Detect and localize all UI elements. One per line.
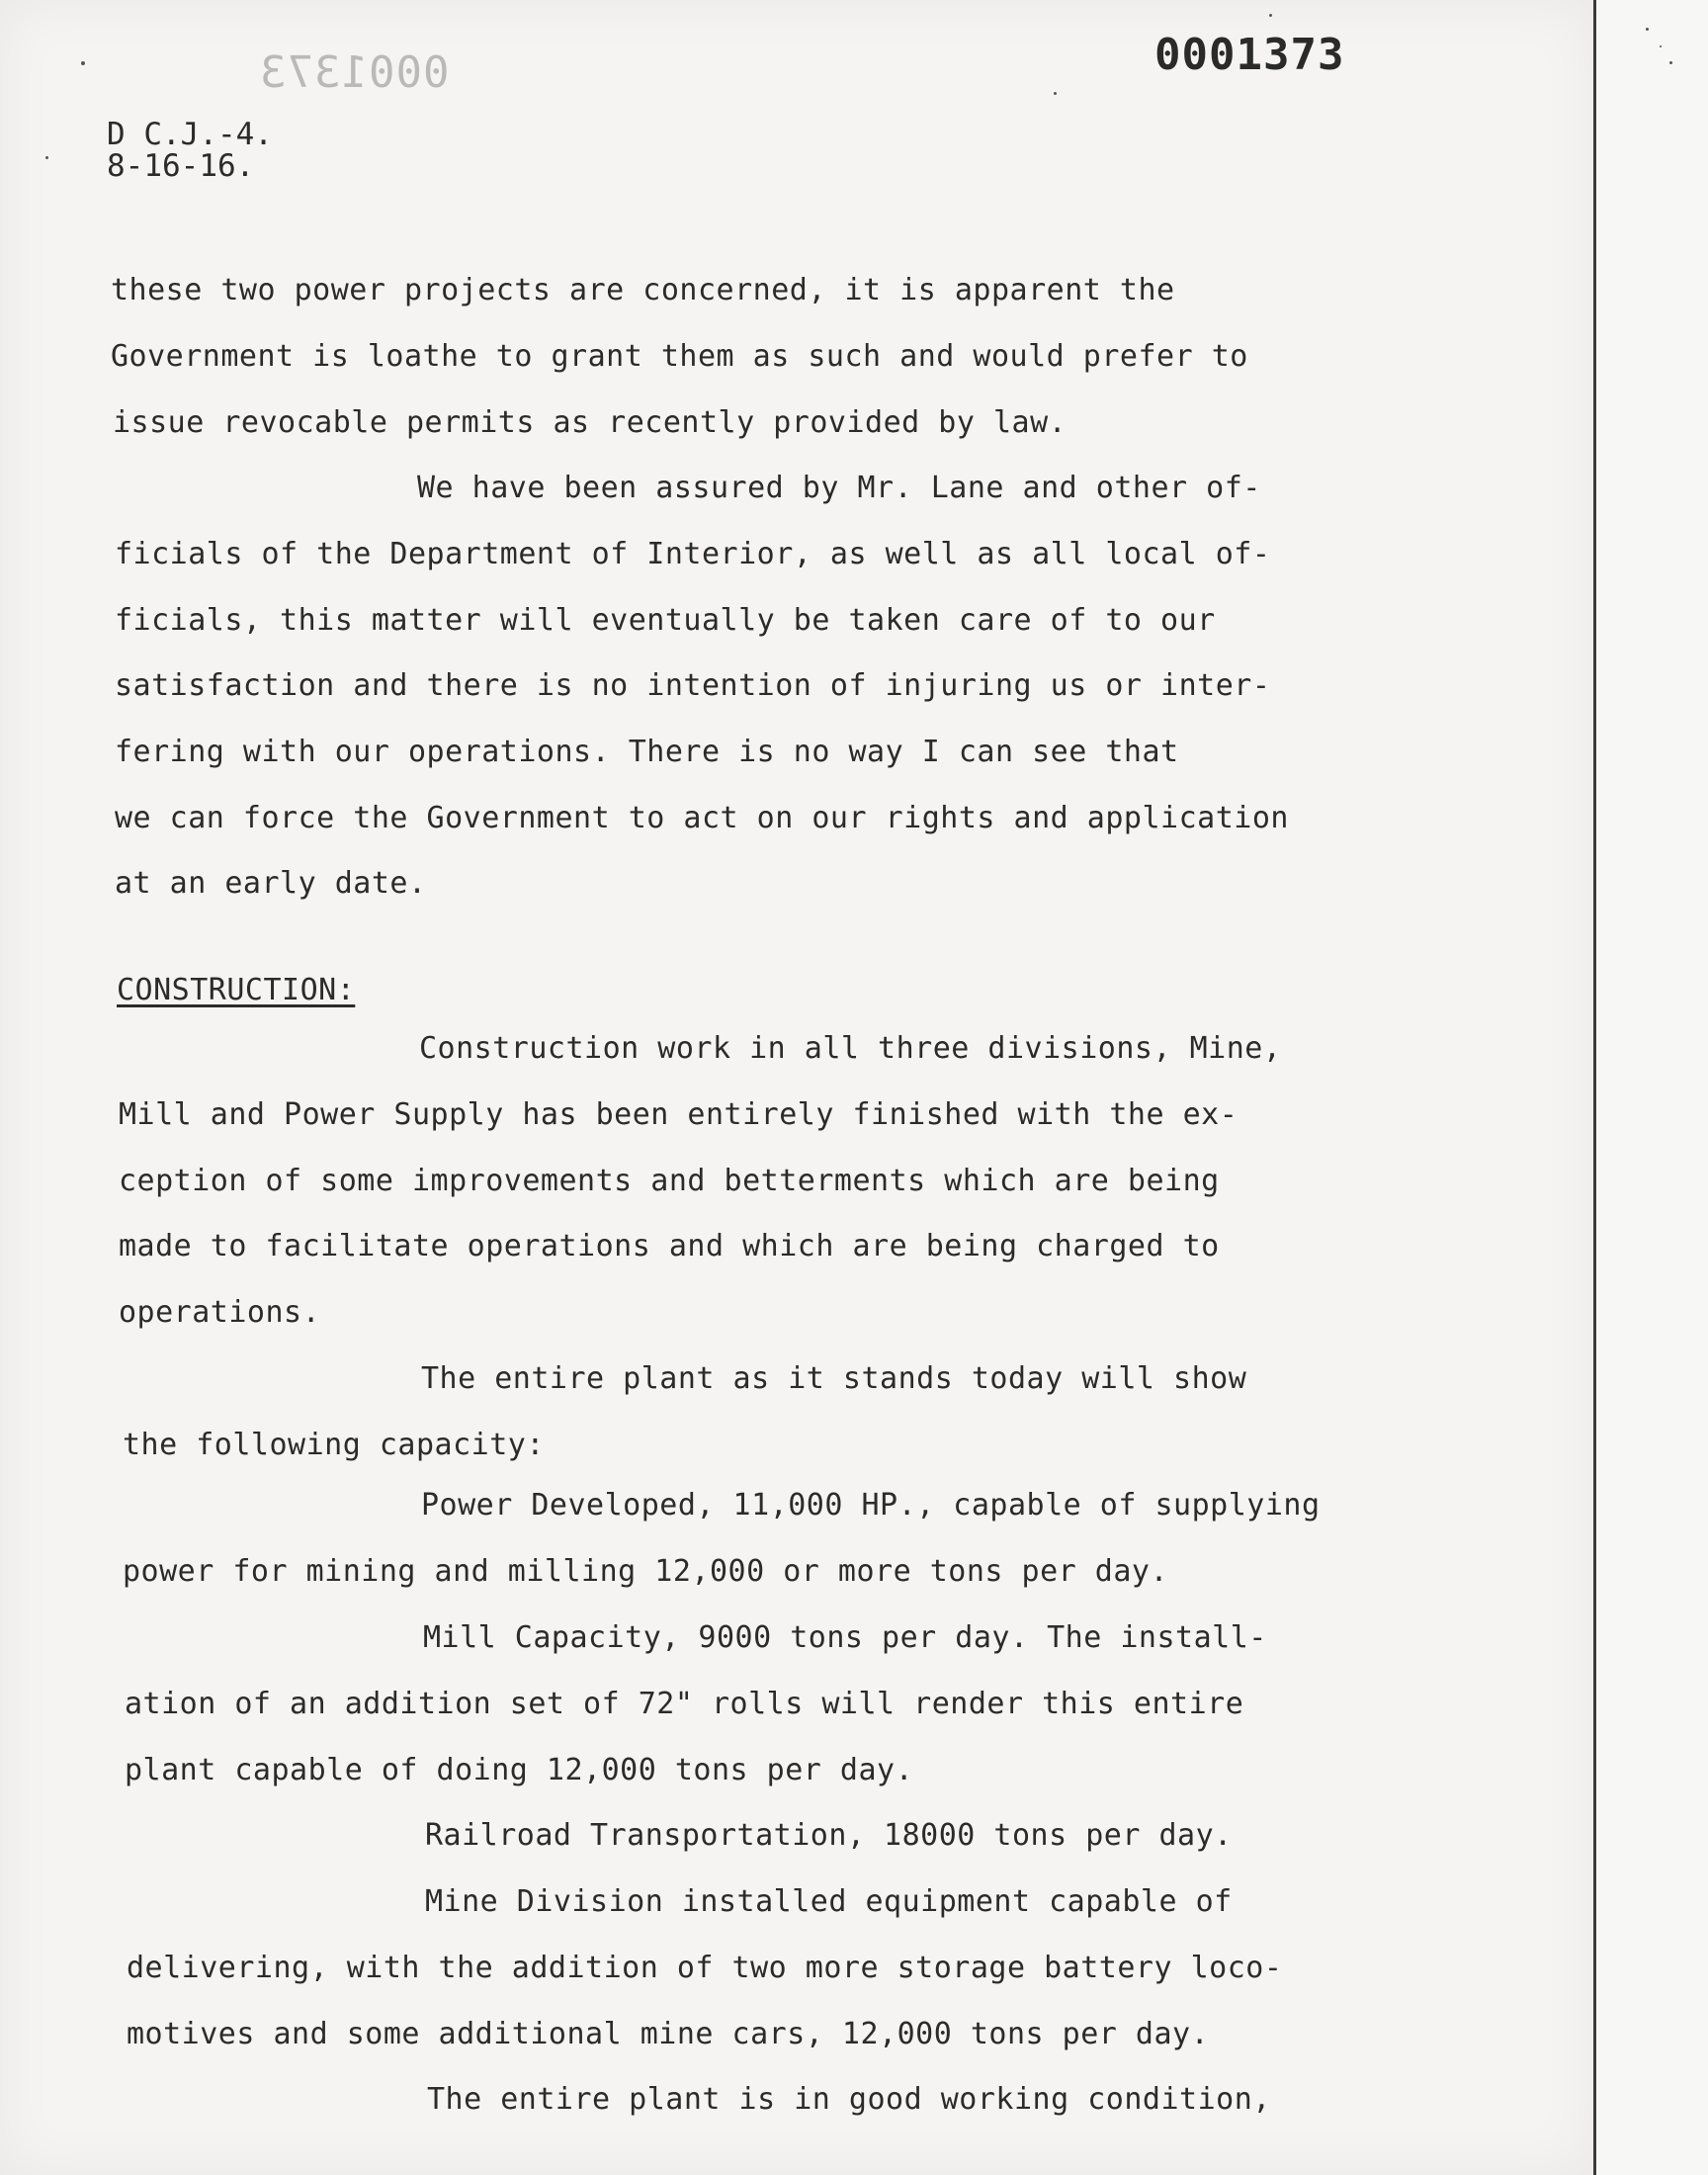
scan-speck	[1660, 45, 1662, 47]
text-line-12: Mill and Power Supply has been entirely finished with the ex-	[119, 1097, 1238, 1132]
scan-speck	[1269, 14, 1272, 17]
scan-speck	[81, 61, 85, 65]
scan-speck	[1646, 28, 1649, 31]
text-line-8: fering with our operations. There is no way I can see that	[115, 735, 1179, 769]
text-line-15: operations.	[119, 1295, 321, 1330]
reference-line-1: D C.J.-4.	[107, 117, 273, 152]
doc-number-bleed-through: 0001373	[259, 47, 450, 98]
text-line-10: at an early date.	[115, 866, 427, 901]
text-line-7: satisfaction and there is no intention of injuring us or inter-	[115, 668, 1271, 703]
text-line-25: delivering, with the addition of two more storage battery loco-	[127, 1951, 1283, 1985]
text-line-23: Railroad Transportation, 18000 tons per day.	[425, 1818, 1233, 1853]
text-line-11: Construction work in all three divisions, Mine,	[419, 1031, 1282, 1066]
scan-speck	[45, 156, 48, 159]
text-line-20: Mill Capacity, 9000 tons per day. The install-	[423, 1620, 1267, 1655]
text-line-27: The entire plant is in good working condition,	[427, 2082, 1271, 2117]
text-line-17: the following capacity:	[123, 1428, 545, 1462]
text-line-6: ficials, this matter will eventually be taken care of to our	[115, 603, 1216, 638]
reference-date: 8-16-16.	[107, 148, 255, 184]
text-line-21: ation of an addition set of 72" rolls will render this entire	[125, 1687, 1244, 1721]
document-number: 0001373	[1154, 30, 1345, 80]
text-line-5: ficials of the Department of Interior, as well as all local of-	[115, 537, 1271, 571]
text-line-22: plant capable of doing 12,000 tons per day.	[125, 1753, 914, 1787]
scan-margin	[1596, 0, 1708, 2175]
text-line-14: made to facilitate operations and which are being charged to	[119, 1229, 1220, 1263]
text-line-16: The entire plant as it stands today will show	[421, 1361, 1247, 1396]
text-line-26: motives and some additional mine cars, 12,000 tons per day.	[127, 2017, 1210, 2051]
text-line-13: ception of some improvements and betterments which are being	[119, 1164, 1220, 1198]
text-line-9: we can force the Government to act on our rights and application	[115, 801, 1289, 835]
section-heading-construction: CONSTRUCTION:	[117, 973, 356, 1007]
text-line-1: these two power projects are concerned, it is apparent the	[111, 273, 1175, 307]
scan-speck	[1054, 92, 1057, 95]
text-line-2: Government is loathe to grant them as such and would prefer to	[111, 339, 1248, 374]
text-line-4: We have been assured by Mr. Lane and other of-	[417, 471, 1261, 505]
text-line-3: issue revocable permits as recently provided by law.	[113, 405, 1068, 440]
text-line-19: power for mining and milling 12,000 or more tons per day.	[123, 1554, 1169, 1589]
scan-speck	[1669, 61, 1672, 64]
text-line-24: Mine Division installed equipment capable of	[425, 1884, 1233, 1919]
text-line-18: Power Developed, 11,000 HP., capable of supplying	[421, 1488, 1321, 1522]
